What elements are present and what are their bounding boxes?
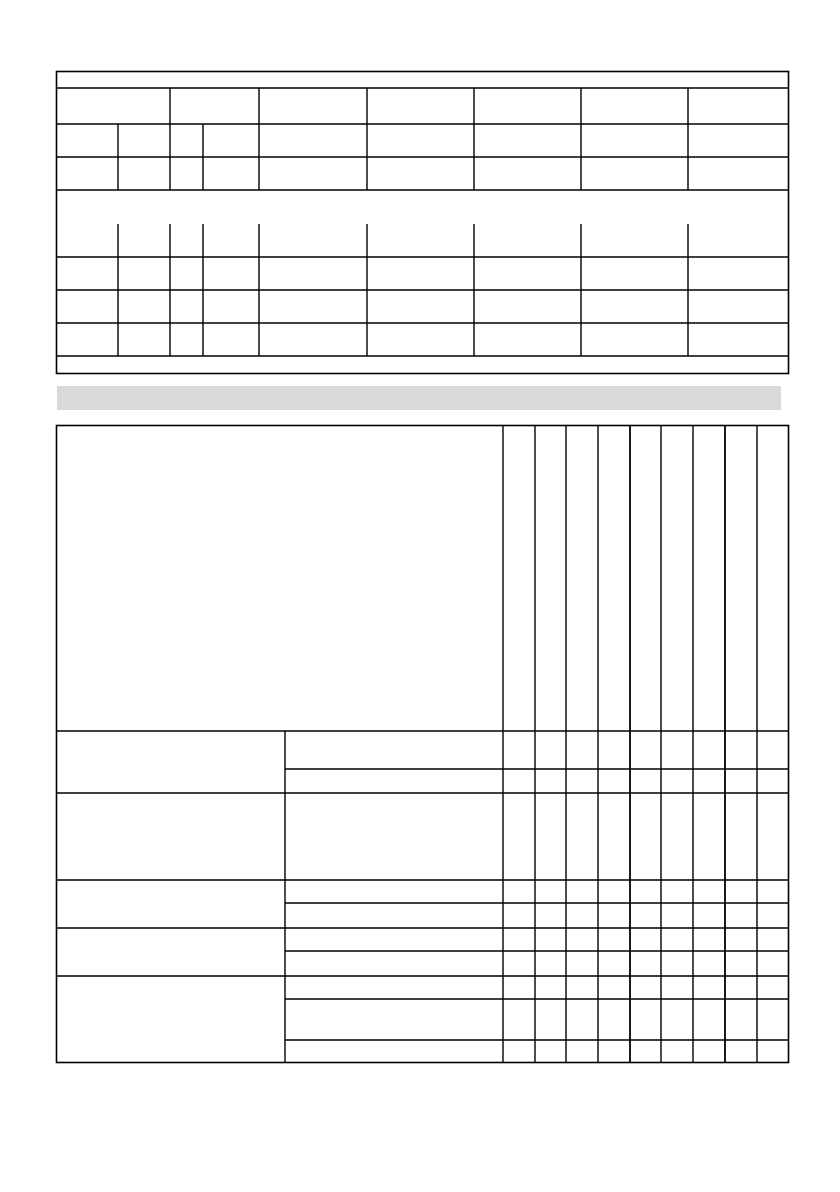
section-band xyxy=(57,386,781,410)
upper-table xyxy=(56,72,789,374)
upper-table-border xyxy=(57,72,789,374)
lower-table xyxy=(56,425,789,1063)
lower-table-border xyxy=(57,426,789,1063)
